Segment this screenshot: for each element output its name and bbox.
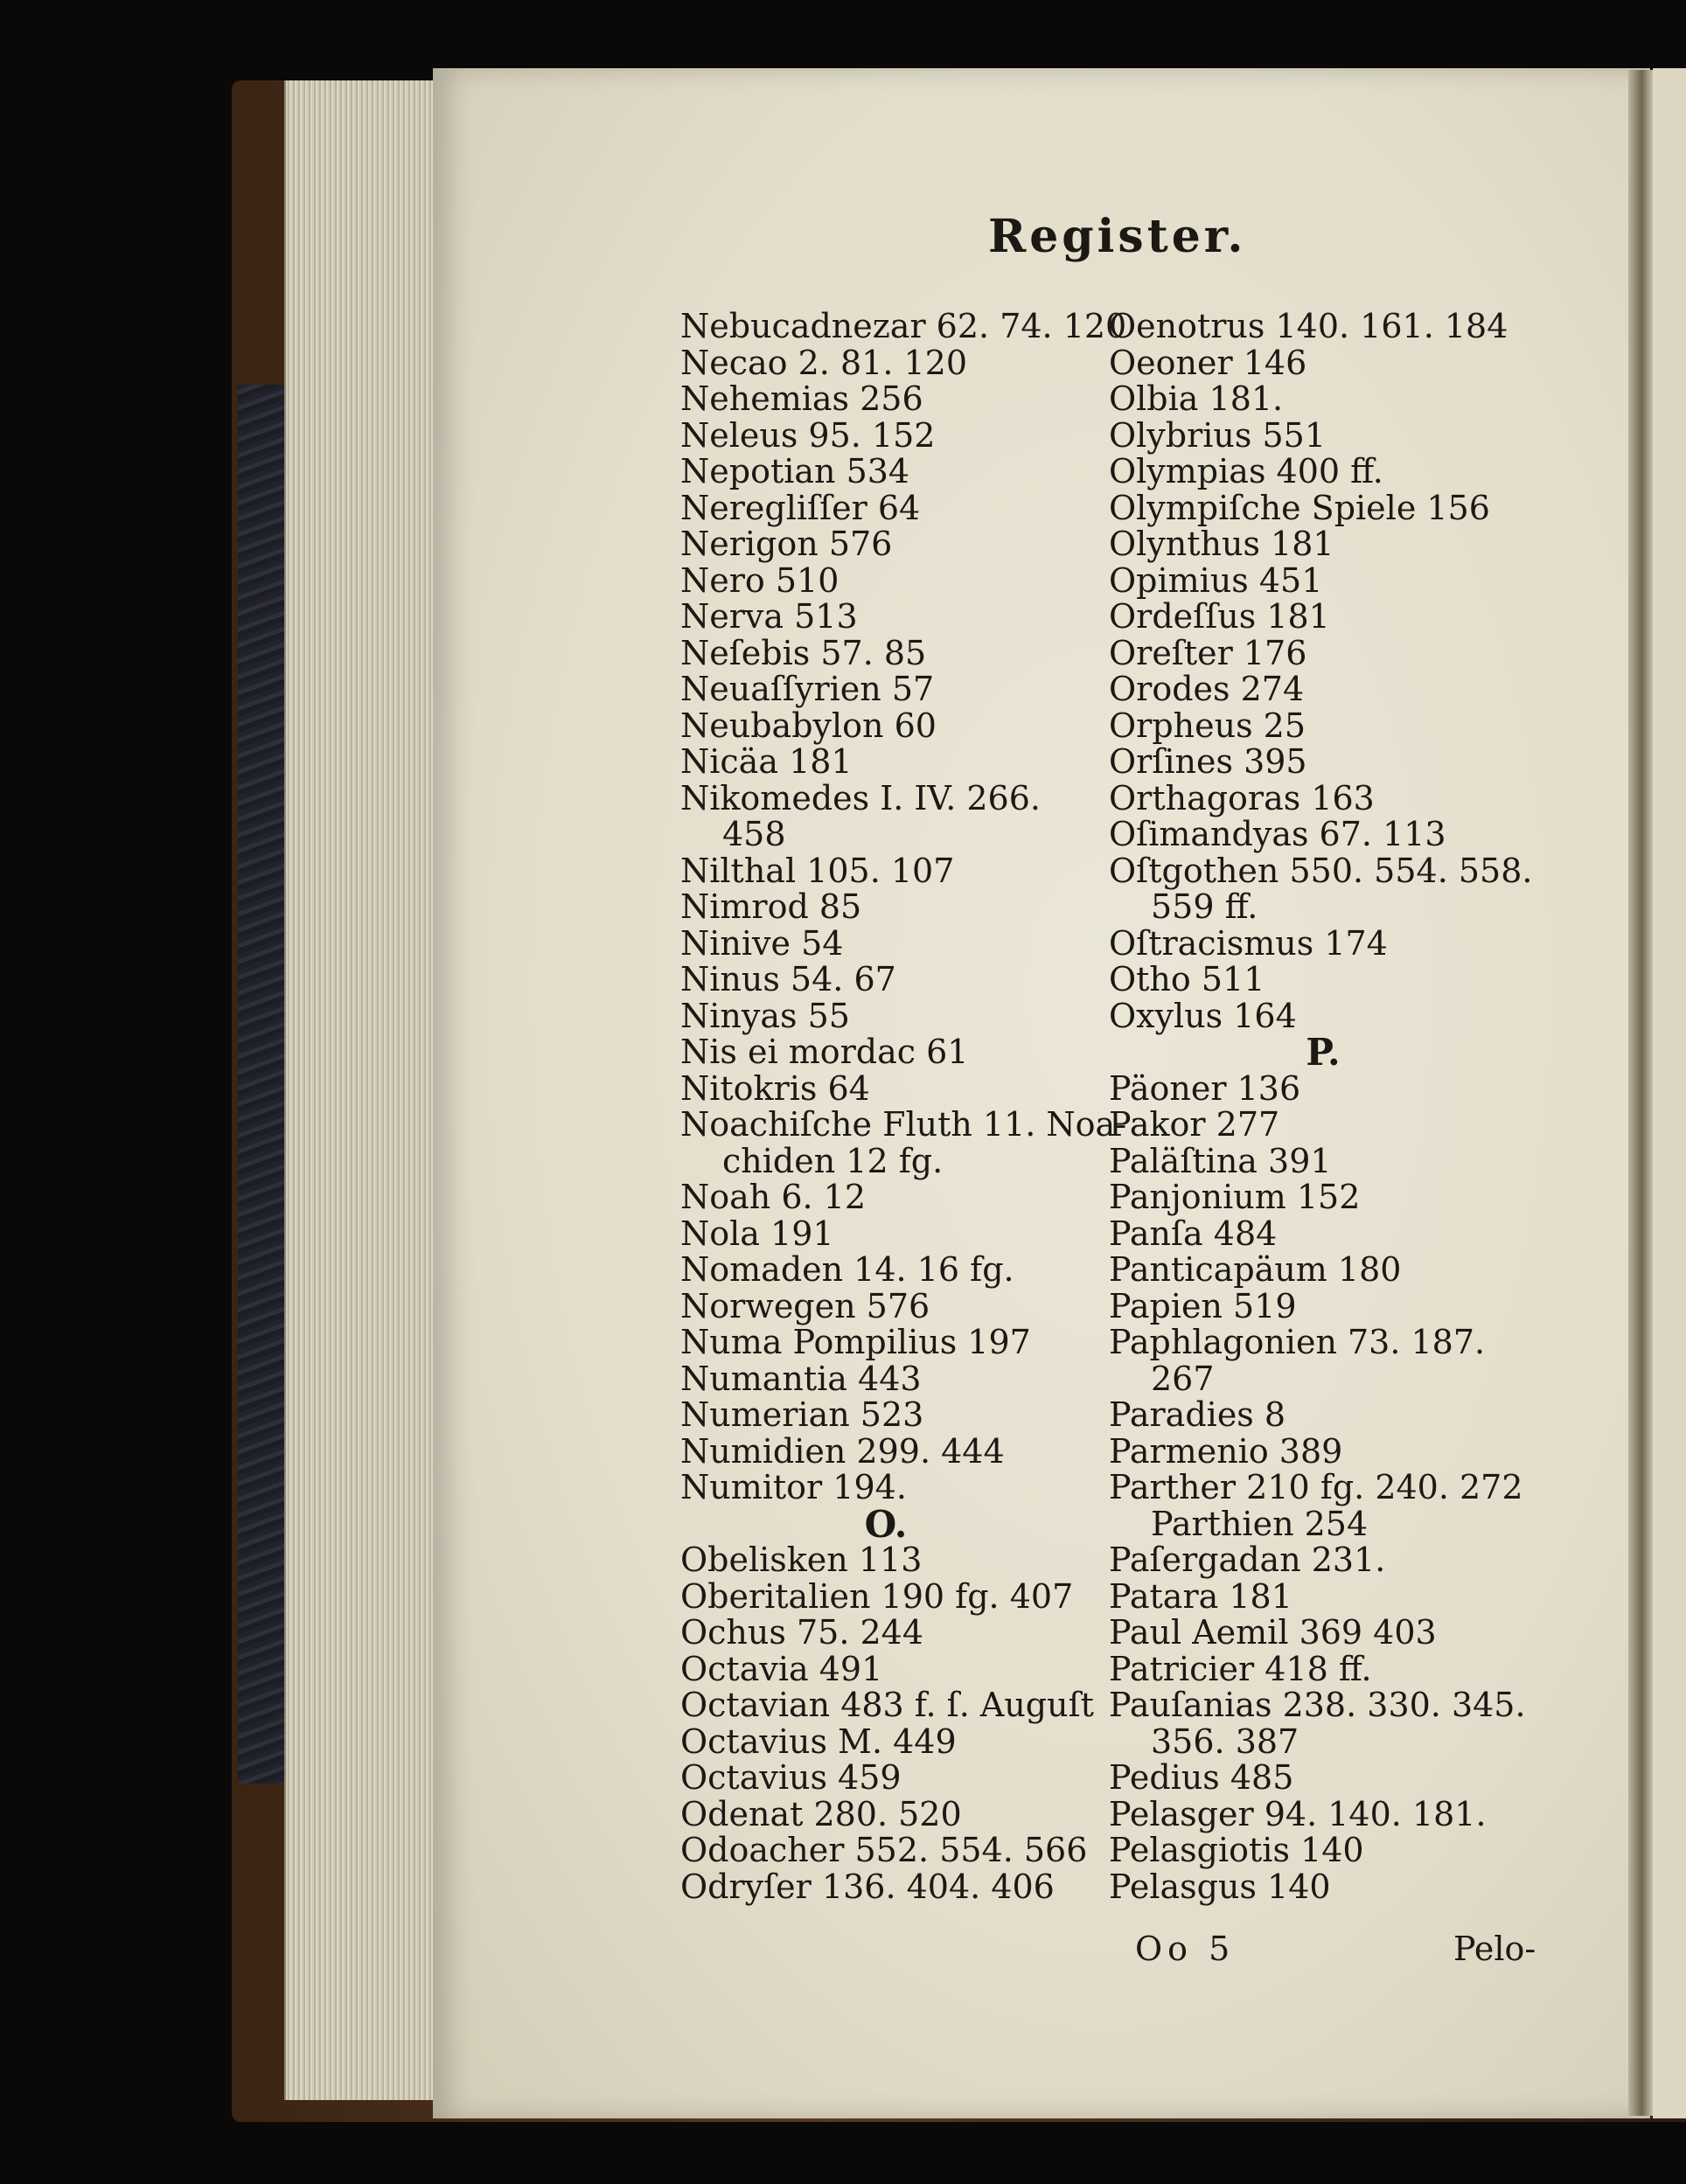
index-entry: Oſimandyas 67. 113 [1109, 815, 1446, 853]
index-entry: Neleus 95. 152 [680, 415, 936, 455]
index-entry: Olynthus 181 [1109, 525, 1334, 563]
facing-page-edge [1653, 68, 1686, 2118]
index-entry: Orſines 395 [1109, 742, 1307, 781]
index-entry: Olympias 400 ff. [1109, 452, 1383, 490]
index-entry: Olbia 181. [1109, 379, 1284, 418]
index-entry: Noah 6. 12 [680, 1178, 867, 1216]
index-entry: Opimius 451 [1109, 560, 1323, 600]
section-letter: P. [1306, 1031, 1341, 1074]
marbled-cover-edge [238, 385, 290, 1784]
index-entry: Nehemias 256 [680, 379, 923, 418]
index-entry: Pelasgiotis 140 [1109, 1831, 1364, 1869]
index-entry: Neuaſſyrien 57 [680, 670, 935, 708]
index-entry: Panjonium 152 [1109, 1178, 1361, 1216]
index-entry: Olympiſche Spiele 156 [1109, 488, 1490, 527]
index-entry: Numa Pompilius 197 [680, 1323, 1031, 1361]
index-entry: Paläſtina 391 [1109, 1141, 1332, 1180]
index-entry: Obelisken 113 [680, 1541, 923, 1579]
index-column-right [1109, 309, 1537, 1905]
index-entry: Octavia 491 [680, 1649, 883, 1688]
index-entry: Nero 510 [680, 560, 840, 600]
index-entry: Ninive 54 [680, 923, 844, 963]
index-entry: 559 ff. [1151, 887, 1258, 926]
index-entry: Pedius 485 [1109, 1758, 1294, 1797]
index-entry: Oſtgothen 550. 554. 558. [1109, 851, 1533, 890]
index-entry: Noachiſche Fluth 11. Noa- [680, 1105, 1127, 1144]
index-entry: Pakor 277 [1109, 1105, 1280, 1144]
index-entry: Olybrius 551 [1109, 415, 1327, 455]
index-entry: Parther 210 fg. 240. 272 [1109, 1468, 1523, 1506]
index-entry: Oenotrus 140. 161. 184 [1109, 307, 1508, 345]
index-entry: Odoacher 552. 554. 566 [680, 1831, 1088, 1869]
index-entry: Oxylus 164 [1109, 996, 1297, 1035]
book-gutter [1628, 70, 1653, 2116]
index-entry: Neſebis 57. 85 [680, 633, 927, 672]
index-entry: Ochus 75. 244 [680, 1613, 924, 1652]
index-entry: Nebucadnezar 62. 74. 120 [680, 307, 1127, 345]
index-entry: Necao 2. 81. 120 [680, 343, 968, 382]
index-entry: Pelasgus 140 [1109, 1867, 1331, 1906]
index-entry: Parmenio 389 [1109, 1431, 1343, 1471]
index-entry: 356. 387 [1151, 1721, 1299, 1761]
index-entry: Octavian 483 f. ſ. Auguſt [680, 1686, 1094, 1724]
section-letter: O. [864, 1502, 908, 1546]
index-entry: Pelasger 94. 140. 181. [1109, 1794, 1487, 1833]
index-entry: Paul Aemil 369 403 [1109, 1613, 1437, 1652]
index-entry: chiden 12 fg. [722, 1141, 944, 1180]
catchword: Pelo- [1453, 1930, 1536, 1968]
signature-mark: Oo 5 [1135, 1930, 1236, 1968]
index-entry: Orpheus 25 [1109, 706, 1306, 745]
index-entry: Nerigon 576 [680, 525, 893, 563]
index-entry: Orthagoras 163 [1109, 778, 1375, 817]
index-entry: Päoner 136 [1109, 1068, 1301, 1108]
index-entry: Nis ei mordac 61 [680, 1033, 969, 1071]
index-entry: Paradies 8 [1109, 1395, 1286, 1434]
index-entry: Nepotian 534 [680, 452, 910, 490]
index-entry: Norwegen 576 [680, 1286, 930, 1325]
index-entry: Otho 511 [1109, 960, 1265, 998]
page-header: Register. [988, 210, 1247, 263]
index-entry: Orodes 274 [1109, 670, 1305, 708]
index-entry: Nerva 513 [680, 597, 858, 636]
index-entry: Pauſanias 238. 330. 345. [1109, 1686, 1526, 1724]
index-entry: Numerian 523 [680, 1395, 924, 1434]
index-entry: 267 [1151, 1359, 1215, 1398]
index-entry: Odenat 280. 520 [680, 1794, 962, 1833]
index-entry: Oeoner 146 [1109, 343, 1307, 382]
index-entry: Paſergadan 231. [1109, 1541, 1386, 1579]
index-entry: Octavius M. 449 [680, 1721, 957, 1761]
index-entry: Neregliſſer 64 [680, 488, 921, 527]
index-entry: Oberitalien 190 fg. 407 [680, 1576, 1074, 1616]
index-entry: Papien 519 [1109, 1286, 1297, 1325]
index-column-left [680, 307, 1127, 1906]
index-entry: Nilthal 105. 107 [680, 851, 955, 890]
index-entry: Nomaden 14. 16 fg. [680, 1250, 1014, 1289]
index-entry: Parthien 254 [1151, 1504, 1369, 1543]
index-entry: Ninus 54. 67 [680, 960, 896, 998]
index-entry: Numitor 194. [680, 1468, 907, 1506]
index-entry: Octavius 459 [680, 1758, 902, 1797]
index-entry: Ordeſſus 181 [1109, 597, 1330, 636]
index-entry: Nola 191 [680, 1214, 834, 1253]
index-entry: Nikomedes I. IV. 266. [680, 778, 1041, 817]
index-entry: 458 [722, 815, 786, 853]
index-entry: Oreſter 176 [1109, 633, 1307, 672]
index-entry: Nitokris 64 [680, 1068, 870, 1108]
index-entry: Panticapäum 180 [1109, 1250, 1402, 1289]
index-entry: Odryſer 136. 404. 406 [680, 1867, 1055, 1906]
index-entry: Neubabylon 60 [680, 706, 937, 745]
index-entry: Nimrod 85 [680, 887, 862, 926]
index-entry: Panſa 484 [1109, 1214, 1278, 1253]
index-entry: Ninyas 55 [680, 996, 850, 1035]
index-entry: Nicäa 181 [680, 742, 853, 781]
index-entry: Patricier 418 ff. [1109, 1649, 1372, 1688]
page-edges [284, 80, 435, 2100]
index-entry: Oſtracismus 174 [1109, 923, 1388, 963]
index-entry: Paphlagonien 73. 187. [1109, 1323, 1486, 1361]
index-entry: Numidien 299. 444 [680, 1431, 1005, 1471]
index-entry: Numantia 443 [680, 1359, 922, 1398]
index-entry: Patara 181 [1109, 1576, 1292, 1616]
